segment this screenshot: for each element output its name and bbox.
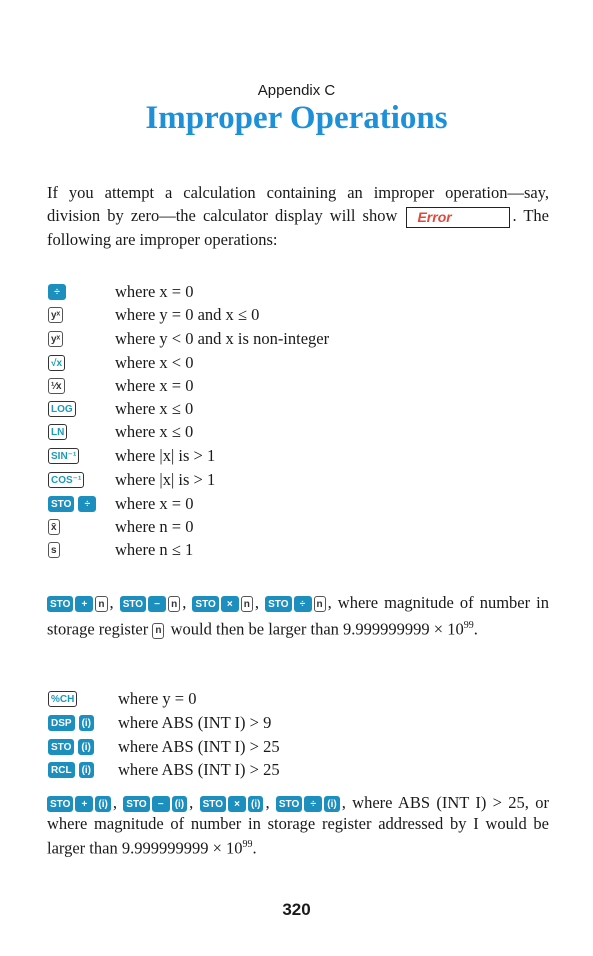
- sto-key: STO: [47, 796, 73, 812]
- mean-key: x̄: [48, 519, 60, 535]
- sto-key: STO: [48, 739, 74, 755]
- op-row: [48, 736, 94, 758]
- op-condition: where n ≤ 1: [115, 540, 194, 559]
- dsp-key: DSP: [48, 715, 75, 731]
- n-key: n: [241, 596, 253, 612]
- sto-key: STO: [200, 796, 226, 812]
- op-condition: where y < 0 and x is non-integer: [115, 329, 330, 348]
- sto-key: STO: [120, 596, 146, 612]
- sto-key: STO: [123, 796, 149, 812]
- plus-key: +: [75, 596, 93, 612]
- ln-key: LN: [48, 424, 67, 440]
- n-key: n: [95, 596, 107, 612]
- intro-text-after: . The following are improper operations:: [47, 206, 550, 249]
- error-label: Error: [417, 208, 452, 225]
- op-row: [48, 688, 77, 710]
- op-row: [48, 328, 63, 350]
- op-condition: where y = 0: [118, 689, 197, 708]
- period: .: [473, 619, 478, 639]
- divide-key: ÷: [48, 284, 66, 300]
- indirect-i-key: (i): [95, 796, 110, 812]
- power-key: yˣ: [48, 331, 63, 347]
- n-key: n: [314, 596, 326, 612]
- op-row: [48, 421, 67, 443]
- op-row: [48, 445, 79, 467]
- exponent: 99: [463, 620, 474, 631]
- period: .: [252, 838, 257, 858]
- divide-key: ÷: [294, 596, 312, 612]
- op-row: [48, 539, 60, 561]
- storage-paragraph: STO + n , STO − n , STO × n , STO ÷ n , where magnitude of number in storage register n would then be larger than $9.999999999 \times 10^{99}$.: [47, 593, 550, 639]
- sqrt-key: √x: [48, 355, 65, 371]
- op-condition: where x ≤ 0: [115, 399, 194, 418]
- indirect-i-key: (i): [79, 762, 94, 778]
- appendix-label: Appendix C: [257, 82, 336, 99]
- sto-key: STO: [47, 596, 73, 612]
- op-row: [48, 469, 84, 491]
- op-condition: where ABS (INT I) > 25: [118, 760, 280, 779]
- op-row: [48, 516, 60, 538]
- op-condition: where x < 0: [115, 353, 194, 372]
- minus-key: −: [148, 596, 166, 612]
- error-display: [406, 207, 510, 228]
- op-condition: where ABS (INT I) > 25: [118, 737, 280, 756]
- op-row: [48, 281, 66, 303]
- op-condition: where x = 0: [115, 494, 194, 513]
- op-condition: where x ≤ 0: [115, 422, 194, 441]
- multiply-key: ×: [221, 596, 239, 612]
- sto-key: STO: [192, 596, 218, 612]
- op-row: [48, 375, 65, 397]
- op-condition: where n = 0: [115, 517, 194, 536]
- n-key: n: [168, 596, 180, 612]
- plus-key: +: [75, 796, 93, 812]
- stddev-key: s: [48, 542, 60, 558]
- indirect-i-key: (i): [172, 796, 187, 812]
- divide-key: ÷: [304, 796, 322, 812]
- intro-text-before: If you attempt a calculation containing an improper operation—say, division by zero—the calculator display will show: [47, 183, 549, 225]
- op-condition: where |x| is > 1: [115, 470, 216, 489]
- storage-text: , where magnitude of number in storage register: [47, 593, 550, 639]
- page-title: Improper Operations: [145, 100, 448, 136]
- storage-text-2: would then be larger than 9.999999999 × 10: [170, 619, 464, 639]
- op-row: [48, 712, 94, 734]
- percent-change-key: %CH: [48, 691, 77, 707]
- op-row: [48, 493, 96, 515]
- rcl-key: RCL: [48, 762, 75, 778]
- op-condition: where y = 0 and x ≤ 0: [115, 305, 260, 324]
- op-row: [48, 398, 76, 420]
- op-row: [48, 759, 94, 781]
- indirect-text: , where ABS (INT I) > 25, or where magnitude of number in storage register addressed by I would be larger than 9.999999999 × 10: [47, 793, 549, 858]
- log-key: LOG: [48, 401, 76, 417]
- power-key: yˣ: [48, 307, 63, 323]
- multiply-key: ×: [228, 796, 246, 812]
- op-row: [48, 352, 65, 374]
- indirect-i-key: (i): [78, 739, 93, 755]
- sto-key: STO: [265, 596, 291, 612]
- intro-paragraph: [47, 181, 549, 251]
- arcsin-key: SIN⁻¹: [48, 448, 79, 464]
- n-key: n: [152, 623, 164, 639]
- divide-key: ÷: [78, 496, 96, 512]
- op-row: [48, 304, 63, 326]
- indirect-i-key: (i): [248, 796, 263, 812]
- indirect-i-key: (i): [79, 715, 94, 731]
- op-condition: where x = 0: [115, 376, 194, 395]
- op-condition: where x = 0: [115, 282, 194, 301]
- reciprocal-key: ¹⁄x: [48, 378, 65, 394]
- page-number: 320: [282, 900, 311, 919]
- indirect-paragraph: STO + (i) , STO − (i) , STO × (i) , STO ÷ (i) , where ABS (INT I) > 25, or where magnitude of number in storage register addressed by I would be larger than $9.999999999 \times 10^{99}$.: [47, 793, 549, 858]
- arccos-key: COS⁻¹: [48, 472, 84, 488]
- op-condition: where |x| is > 1: [115, 446, 216, 465]
- sto-key: STO: [276, 796, 302, 812]
- minus-key: −: [152, 796, 170, 812]
- sto-key: STO: [48, 496, 74, 512]
- op-condition: where ABS (INT I) > 9: [118, 713, 272, 732]
- indirect-i-key: (i): [324, 796, 339, 812]
- exponent: 99: [242, 839, 253, 850]
